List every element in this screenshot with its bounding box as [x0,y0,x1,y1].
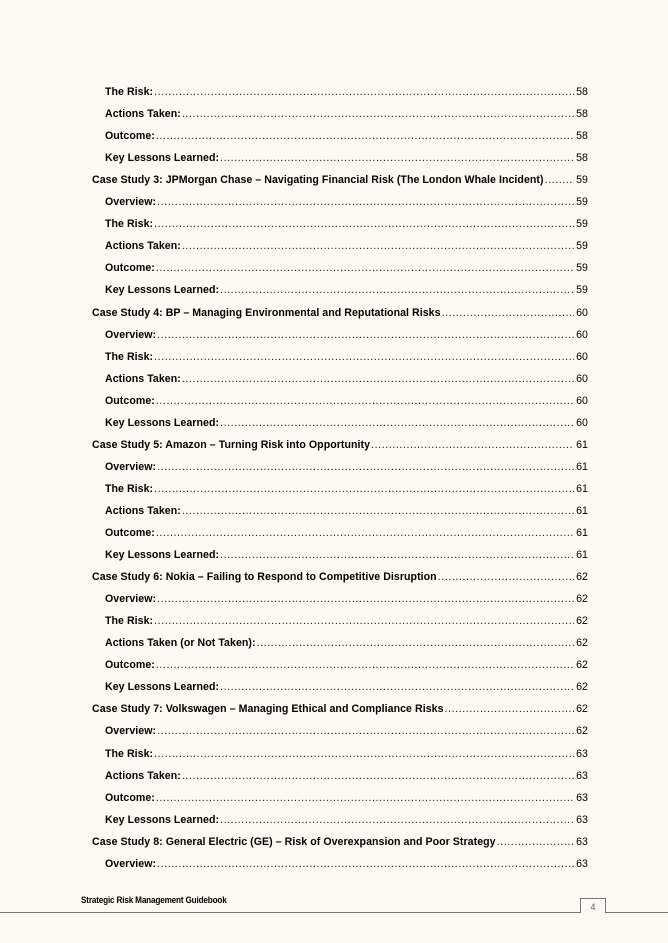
toc-entry-page: 60 [576,328,588,341]
toc-subsection-entry[interactable] [105,79,588,99]
toc-dot-leader [156,261,574,275]
toc-section-entry[interactable] [92,829,588,849]
toc-entry-page: 63 [576,857,588,870]
toc-dot-leader [182,372,574,386]
toc-subsection-entry[interactable] [105,851,588,871]
toc-entry-title: The Risk: [105,482,154,495]
toc-entry-title: Actions Taken: [105,504,181,517]
toc-entry-page: 62 [576,659,588,672]
toc-dot-leader [154,85,574,99]
toc-subsection-entry[interactable] [105,498,588,518]
toc-entry-page: 63 [576,769,588,782]
toc-entry-title: The Risk: [105,86,154,98]
toc-subsection-entry[interactable] [105,586,588,606]
toc-entry-title: Overview: [105,328,157,341]
toc-dot-leader [182,769,574,783]
toc-subsection-entry[interactable] [105,542,588,562]
toc-entry-title: Overview: [105,196,157,209]
toc-entry-title: Overview: [105,725,157,738]
toc-dot-leader [442,306,574,320]
toc-entry-page: 63 [576,813,588,826]
toc-subsection-entry[interactable] [105,145,588,165]
toc-entry-page: 61 [576,527,588,539]
toc-dot-leader [182,107,574,121]
toc-entry-page: 59 [576,218,588,231]
toc-subsection-entry[interactable] [105,101,588,121]
footer-rule-right [606,912,668,913]
toc-entry-page: 60 [576,394,588,407]
toc-entry-title: Actions Taken: [105,769,181,782]
toc-subsection-entry[interactable] [105,630,588,650]
toc-entry-title: Key Lessons Learned: [105,549,220,562]
toc-entry-title: Key Lessons Learned: [105,416,220,429]
toc-section-entry[interactable] [92,300,588,320]
toc-dot-leader [156,658,574,672]
toc-dot-leader [154,217,574,231]
toc-subsection-entry[interactable] [105,211,588,231]
toc-entry-page: 59 [576,196,588,209]
toc-subsection-entry[interactable] [105,476,588,496]
toc-entry-page: 61 [576,460,588,473]
toc-entry-page: 61 [576,549,588,562]
toc-dot-leader [220,283,574,297]
toc-entry-page: 58 [576,152,588,165]
toc-entry-page: 61 [576,504,588,517]
toc-dot-leader [220,151,574,165]
toc-entry-title: Key Lessons Learned: [105,284,220,297]
toc-dot-leader [257,636,574,650]
toc-dot-leader [220,680,574,694]
toc-entry-page: 58 [576,86,588,98]
toc-entry-title: Outcome: [105,527,155,539]
toc-entry-page: 63 [576,747,588,760]
toc-entry-title: Case Study 7: Volkswagen – Managing Ethical and Compliance Risks [92,703,444,716]
toc-subsection-entry[interactable] [105,763,588,783]
toc-dot-leader [182,504,574,518]
toc-entry-page: 59 [576,240,588,253]
toc-entry-title: Actions Taken: [105,240,181,253]
toc-entry-title: The Risk: [105,747,154,760]
toc-dot-leader [445,702,574,716]
page-number: 4 [590,902,596,912]
toc-dot-leader [157,328,574,342]
toc-entry-page: 62 [576,637,588,650]
toc-entry-title: Outcome: [105,394,155,407]
toc-entry-page: 59 [576,174,588,187]
toc-entry-page: 63 [576,835,588,848]
toc-dot-leader [154,350,574,364]
toc-subsection-entry[interactable] [105,189,588,209]
toc-subsection-entry[interactable] [105,520,588,540]
toc-dot-leader [182,239,574,253]
toc-dot-leader [157,724,574,738]
toc-subsection-entry[interactable] [105,344,588,364]
toc-entry-title: Key Lessons Learned: [105,813,220,826]
toc-entry-title: The Risk: [105,615,154,628]
toc-subsection-entry[interactable] [105,652,588,672]
toc-dot-leader [220,813,574,827]
toc-entry-title: Case Study 4: BP – Managing Environmental and Reputational Risks [92,306,441,319]
toc-entry-page: 62 [576,703,588,716]
toc-section-entry[interactable] [92,696,588,716]
toc-dot-leader [220,548,574,562]
toc-section-entry[interactable] [92,167,588,187]
footer-rule [0,912,580,913]
toc-dot-leader [497,835,574,849]
toc-subsection-entry[interactable] [105,366,588,386]
toc-entry-page: 62 [576,725,588,738]
toc-dot-leader [156,394,574,408]
toc-dot-leader [438,570,574,584]
toc-subsection-entry[interactable] [105,410,588,430]
toc-entry-title: Case Study 5: Amazon – Turning Risk into Opportunity [92,438,371,451]
toc-dot-leader [154,482,574,496]
toc-section-entry[interactable] [92,432,588,452]
toc-subsection-entry[interactable] [105,255,588,275]
toc-section-entry[interactable] [92,564,588,584]
toc-entry-page: 62 [576,615,588,628]
toc-dot-leader [154,614,574,628]
toc-entry-title: Overview: [105,593,157,606]
toc-entry-page: 63 [576,791,588,804]
toc-entry-title: Outcome: [105,130,155,143]
toc-dot-leader [154,747,574,761]
toc-entry-title: Outcome: [105,659,155,672]
toc-dot-leader [545,173,574,187]
toc-entry-title: Case Study 3: JPMorgan Chase – Navigating Financial Risk (The London Whale Incident) [92,174,544,187]
toc-entry-page: 62 [576,593,588,606]
toc-entry-title: Outcome: [105,262,155,275]
toc-entry-page: 60 [576,416,588,429]
toc-entry-page: 61 [576,438,588,451]
toc-entry-page: 58 [576,130,588,143]
toc-entry-title: Overview: [105,857,157,870]
toc-entry-page: 62 [576,571,588,584]
toc-subsection-entry[interactable] [105,718,588,738]
toc-entry-page: 60 [576,372,588,385]
toc-subsection-entry[interactable] [105,741,588,761]
toc-subsection-entry[interactable] [105,233,588,253]
toc-dot-leader [220,416,574,430]
toc-entry-page: 61 [576,482,588,495]
toc-entry-page: 62 [576,681,588,694]
footer-document-title: Strategic Risk Management Guidebook [81,895,227,906]
toc-entry-title: Key Lessons Learned: [105,152,220,165]
toc-dot-leader [157,592,574,606]
toc-entry-title: Outcome: [105,791,155,804]
toc-dot-leader [156,791,574,805]
toc-entry-title: Case Study 6: Nokia – Failing to Respond to Competitive Disruption [92,571,437,584]
toc-subsection-entry[interactable] [105,322,588,342]
toc-dot-leader [156,526,574,540]
toc-subsection-entry[interactable] [105,454,588,474]
toc-subsection-entry[interactable] [105,608,588,628]
toc-dot-leader [156,129,574,143]
toc-entry-page: 60 [576,306,588,319]
toc-subsection-entry[interactable] [105,123,588,143]
toc-entry-page: 58 [576,108,588,121]
toc-entry-page: 59 [576,284,588,297]
toc-entry-title: Actions Taken: [105,108,181,121]
toc-entry-title: The Risk: [105,218,154,231]
toc-entry-title: Actions Taken: [105,372,181,385]
toc-entry-title: The Risk: [105,350,154,363]
toc-entry-title: Key Lessons Learned: [105,681,220,694]
toc-subsection-entry[interactable] [105,277,588,297]
toc-dot-leader [157,195,574,209]
toc-entry-title: Actions Taken (or Not Taken): [105,637,256,650]
toc-entry-page: 60 [576,350,588,363]
toc-dot-leader [157,460,574,474]
toc-subsection-entry[interactable] [105,674,588,694]
toc-entry-title: Overview: [105,460,157,473]
toc-subsection-entry[interactable] [105,388,588,408]
toc-dot-leader [371,438,574,452]
toc-subsection-entry[interactable] [105,785,588,805]
toc-dot-leader [157,857,574,871]
toc-entry-title: Case Study 8: General Electric (GE) – Risk of Overexpansion and Poor Strategy [92,835,496,848]
toc-entry-page: 59 [576,262,588,275]
toc-subsection-entry[interactable] [105,807,588,827]
